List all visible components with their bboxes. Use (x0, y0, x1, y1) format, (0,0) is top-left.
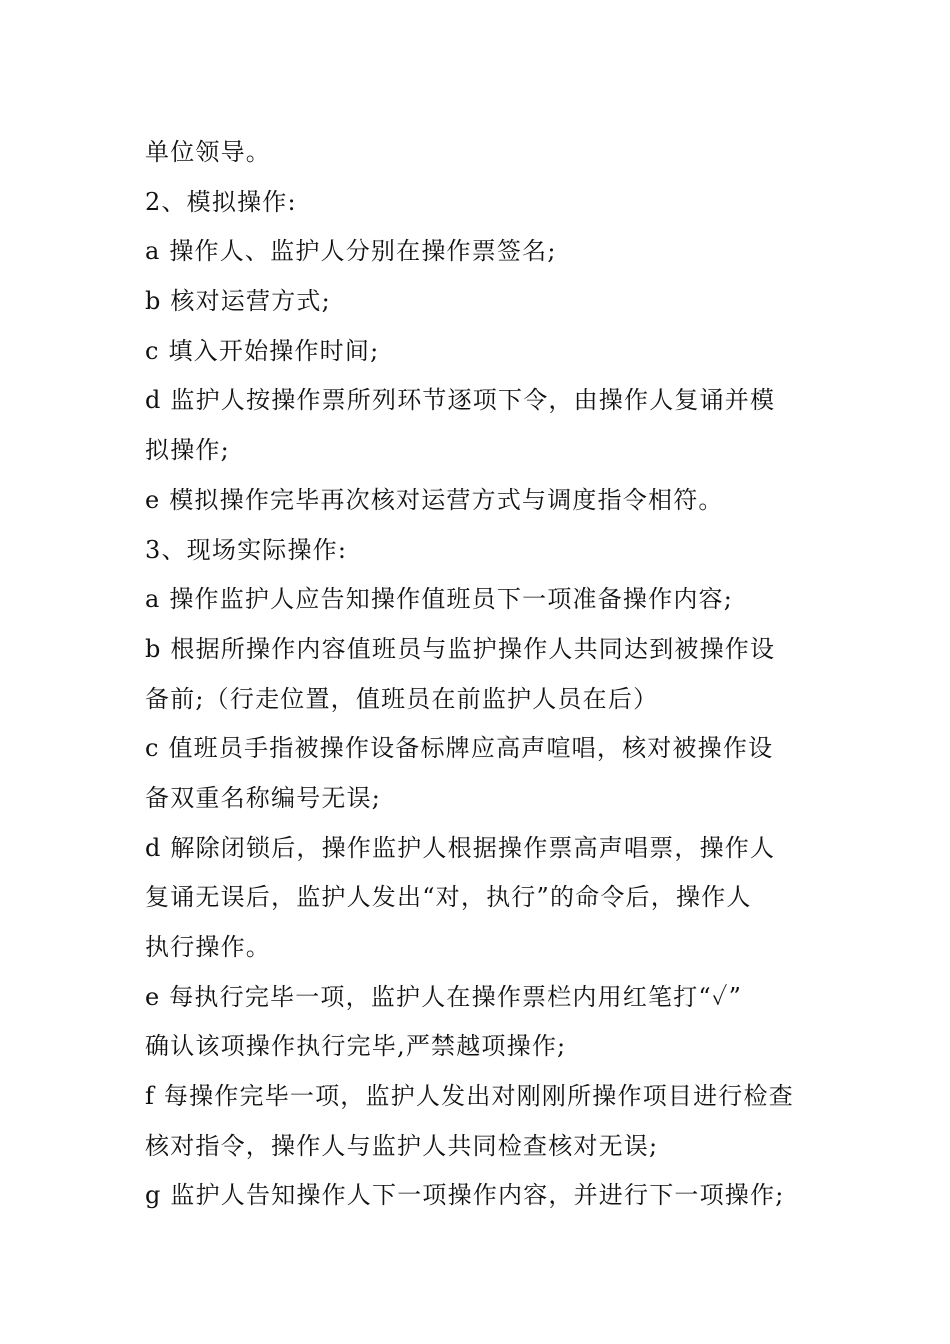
text-line: 单位领导。 (145, 138, 271, 166)
list-item-continuation: 核对指令，操作人与监护人共同检查核对无误; (145, 1131, 659, 1160)
list-item-continuation: 确认该项操作执行完毕,严禁越项操作; (145, 1032, 567, 1061)
list-item: e 每执行完毕一项，监护人在操作票栏内用红笔打“✓” (145, 982, 743, 1011)
list-item-continuation: 拟操作; (145, 436, 230, 465)
section-heading: 2、模拟操作: (145, 187, 297, 216)
list-item: a 操作人、监护人分别在操作票签名; (145, 237, 557, 266)
list-item-continuation: 执行操作。 (145, 933, 271, 961)
section-heading: 3、现场实际操作: (145, 535, 348, 564)
list-item: f 每操作完毕一项，监护人发出对刚刚所操作项目进行检查 (145, 1082, 794, 1111)
list-item: b 核对运营方式; (145, 287, 331, 316)
list-item: a 操作监护人应告知操作值班员下一项准备操作内容; (145, 585, 734, 614)
list-item: c 值班员手指被操作设备标牌应高声喧唱，核对被操作设 (145, 734, 774, 763)
list-item-continuation: 备前;（行走位置，值班员在前监护人员在后） (145, 684, 659, 713)
list-item: e 模拟操作完毕再次核对运营方式与调度指令相符。 (145, 485, 724, 514)
list-item-continuation: 复诵无误后，监护人发出“对，执行”的命令后，操作人 (145, 883, 752, 912)
list-item: c 填入开始操作时间; (145, 336, 380, 365)
list-item: b 根据所操作内容值班员与监护操作人共同达到被操作设 (145, 634, 776, 663)
document-body (145, 128, 810, 1221)
list-item: d 解除闭锁后，操作监护人根据操作票高声唱票，操作人 (145, 833, 776, 862)
list-item: g 监护人告知操作人下一项操作内容，并进行下一项操作; (145, 1181, 785, 1210)
list-item-continuation: 备双重名称编号无误; (145, 783, 382, 812)
list-item: d 监护人按操作票所列环节逐项下令，由操作人复诵并模 (145, 386, 776, 415)
